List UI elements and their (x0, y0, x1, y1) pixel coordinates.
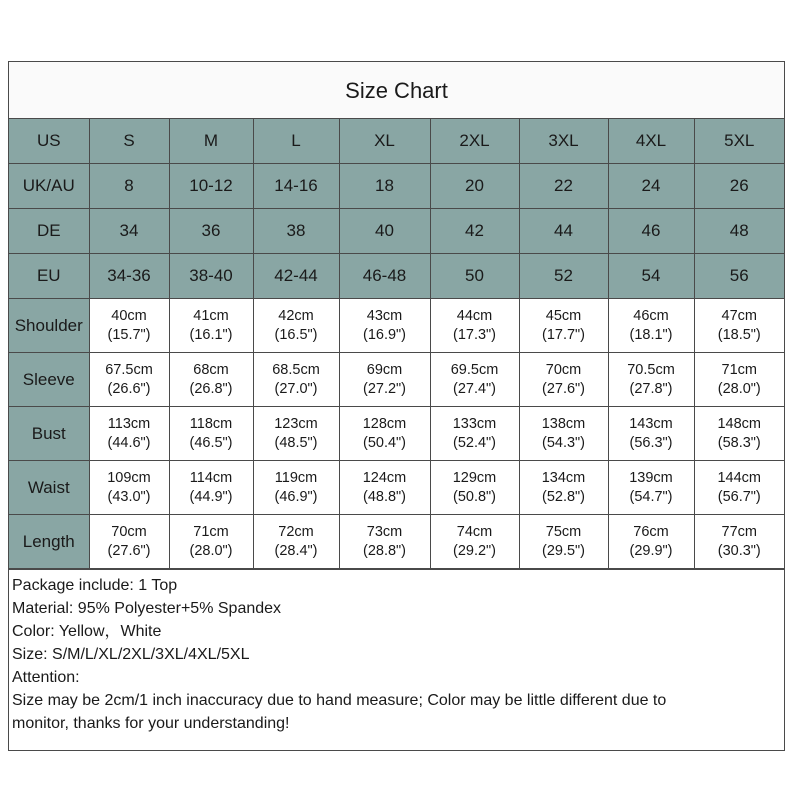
measure-cell (339, 515, 430, 569)
size-cell: 56 (694, 254, 784, 299)
row-label: US (9, 119, 89, 164)
inch-value: (27.6") (541, 380, 586, 397)
cm-value: 76cm (633, 523, 669, 540)
inch-value: (28.0") (189, 542, 233, 559)
inch-value: (54.7") (629, 488, 673, 505)
measure-cell (430, 299, 519, 353)
measure-cell (430, 407, 519, 461)
cm-value: 71cm (721, 361, 757, 378)
cm-value: 71cm (193, 523, 229, 540)
cm-value: 69.5cm (450, 361, 499, 378)
measure-cell (608, 299, 694, 353)
inch-value: (56.7") (717, 488, 761, 505)
inch-value: (46.5") (189, 434, 233, 451)
measure-cell (519, 407, 608, 461)
inch-value: (30.3") (717, 542, 761, 559)
measure-cell (519, 515, 608, 569)
measure-cell (89, 299, 169, 353)
cm-value: 139cm (629, 469, 673, 486)
measure-row-waist (9, 461, 784, 515)
cm-value: 70cm (545, 361, 582, 378)
size-cell: 18 (339, 164, 430, 209)
row-label: Sleeve (9, 353, 89, 407)
inch-value: (29.9") (629, 542, 673, 559)
inch-value: (43.0") (107, 488, 151, 505)
cm-value: 109cm (107, 469, 151, 486)
measure-cell (608, 461, 694, 515)
cm-value: 73cm (366, 523, 403, 540)
inch-value: (28.4") (274, 542, 318, 559)
cm-value: 41cm (193, 307, 229, 324)
cm-value: 118cm (189, 415, 233, 432)
size-cell: 46-48 (339, 254, 430, 299)
inch-value: (54.3") (541, 434, 586, 451)
measure-cell (169, 299, 253, 353)
cm-value: 45cm (545, 307, 582, 324)
size-cell: 3XL (519, 119, 608, 164)
size-cell: 34-36 (89, 254, 169, 299)
cm-value: 72cm (278, 523, 314, 540)
cm-value: 129cm (452, 469, 497, 486)
cm-value: 133cm (452, 415, 497, 432)
size-cell: 42-44 (253, 254, 339, 299)
size-cell: 46 (608, 209, 694, 254)
size-row-eu (9, 254, 784, 299)
size-cell: 26 (694, 164, 784, 209)
row-label: UK/AU (9, 164, 89, 209)
inch-value: (29.5") (541, 542, 586, 559)
inch-value: (18.5") (717, 326, 761, 343)
size-cell: 40 (339, 209, 430, 254)
note-line: Package include: 1 Top (12, 577, 178, 594)
cm-value: 119cm (274, 469, 318, 486)
measure-cell (430, 353, 519, 407)
inch-value: (28.8") (362, 542, 407, 559)
note-line: Size: S/M/L/XL/2XL/3XL/4XL/5XL (12, 646, 250, 663)
size-row-de (9, 209, 784, 254)
size-row-uk-au (9, 164, 784, 209)
size-cell: 48 (694, 209, 784, 254)
inch-value: (50.4") (362, 434, 407, 451)
measure-cell (608, 353, 694, 407)
measure-row-length (9, 515, 784, 569)
cm-value: 138cm (541, 415, 586, 432)
row-label: Length (9, 515, 89, 569)
inch-value: (17.3") (452, 326, 497, 343)
inch-value: (27.8") (629, 380, 673, 397)
measure-cell (519, 461, 608, 515)
size-cell: 44 (519, 209, 608, 254)
size-cell: XL (339, 119, 430, 164)
note-line: monitor, thanks for your understanding! (12, 715, 290, 732)
cm-value: 69cm (366, 361, 403, 378)
measure-cell (169, 515, 253, 569)
size-cell: 42 (430, 209, 519, 254)
cm-value: 70cm (111, 523, 147, 540)
measure-cell (89, 353, 169, 407)
cm-value: 134cm (541, 469, 586, 486)
size-cell: 36 (169, 209, 253, 254)
inch-value: (44.6") (107, 434, 151, 451)
inch-value: (15.7") (107, 326, 151, 343)
cm-value: 68cm (193, 361, 229, 378)
cm-value: 123cm (274, 415, 318, 432)
size-table (9, 119, 784, 569)
inch-value: (16.1") (189, 326, 233, 343)
measure-cell (519, 299, 608, 353)
row-label: EU (9, 254, 89, 299)
size-cell: 34 (89, 209, 169, 254)
cm-value: 114cm (189, 469, 233, 486)
cm-value: 144cm (717, 469, 762, 486)
measure-cell (339, 353, 430, 407)
size-row-us (9, 119, 784, 164)
cm-value: 113cm (107, 415, 151, 432)
measure-cell (253, 515, 339, 569)
measure-cell (430, 461, 519, 515)
inch-value: (18.1") (629, 326, 673, 343)
measure-cell (169, 461, 253, 515)
size-cell: 50 (430, 254, 519, 299)
size-cell: S (89, 119, 169, 164)
cm-value: 128cm (362, 415, 407, 432)
cm-value: 70.5cm (627, 361, 675, 378)
inch-value: (27.6") (107, 542, 151, 559)
inch-value: (27.2") (362, 380, 407, 397)
measure-row-sleeve (9, 353, 784, 407)
inch-value: (29.2") (452, 542, 497, 559)
inch-value: (27.4") (452, 380, 497, 397)
measure-cell (519, 353, 608, 407)
note-line: Color: Yellow，White (12, 623, 162, 640)
row-label: Waist (9, 461, 89, 515)
size-chart (8, 61, 785, 751)
measure-cell (694, 299, 784, 353)
cm-value: 46cm (633, 307, 669, 324)
size-cell: 2XL (430, 119, 519, 164)
size-cell: 14-16 (253, 164, 339, 209)
size-cell: L (253, 119, 339, 164)
inch-value: (48.5") (274, 434, 318, 451)
inch-value: (44.9") (189, 488, 233, 505)
cm-value: 75cm (545, 523, 582, 540)
cm-value: 148cm (717, 415, 762, 432)
row-label: Shoulder (9, 299, 89, 353)
cm-value: 124cm (362, 469, 407, 486)
measure-cell (253, 299, 339, 353)
measure-cell (89, 461, 169, 515)
measure-cell (694, 461, 784, 515)
inch-value: (17.7") (541, 326, 586, 343)
measure-cell (608, 407, 694, 461)
measure-cell (339, 461, 430, 515)
chart-title: Size Chart (9, 62, 784, 119)
cm-value: 44cm (456, 307, 493, 324)
measure-cell (694, 515, 784, 569)
note-line: Material: 95% Polyester+5% Spandex (12, 600, 282, 617)
inch-value: (26.6") (107, 380, 151, 397)
cm-value: 77cm (721, 523, 757, 540)
row-label: Bust (9, 407, 89, 461)
measure-cell (339, 299, 430, 353)
inch-value: (27.0") (274, 380, 318, 397)
measure-cell (608, 515, 694, 569)
inch-value: (52.4") (452, 434, 497, 451)
size-cell: 5XL (694, 119, 784, 164)
measure-cell (89, 407, 169, 461)
note-line: Size may be 2cm/1 inch inaccuracy due to hand measure; Color may be little different due to (12, 692, 667, 709)
measure-cell (169, 353, 253, 407)
cm-value: 143cm (629, 415, 673, 432)
measure-cell (694, 353, 784, 407)
size-cell: M (169, 119, 253, 164)
measure-cell (169, 407, 253, 461)
inch-value: (48.8") (362, 488, 407, 505)
size-cell: 10-12 (169, 164, 253, 209)
cm-value: 43cm (366, 307, 403, 324)
inch-value: (50.8") (452, 488, 497, 505)
row-label: DE (9, 209, 89, 254)
note-line: Attention: (12, 669, 80, 686)
size-cell: 38 (253, 209, 339, 254)
measure-cell (430, 515, 519, 569)
measure-cell (253, 353, 339, 407)
size-cell: 38-40 (169, 254, 253, 299)
size-cell: 52 (519, 254, 608, 299)
measure-cell (253, 461, 339, 515)
size-cell: 8 (89, 164, 169, 209)
size-cell: 4XL (608, 119, 694, 164)
size-cell: 54 (608, 254, 694, 299)
measure-cell (253, 407, 339, 461)
measure-cell (89, 515, 169, 569)
cm-value: 40cm (111, 307, 147, 324)
cm-value: 47cm (721, 307, 757, 324)
cm-value: 68.5cm (272, 361, 320, 378)
measure-cell (339, 407, 430, 461)
inch-value: (56.3") (629, 434, 673, 451)
measure-row-shoulder (9, 299, 784, 353)
inch-value: (16.9") (362, 326, 407, 343)
product-notes (9, 569, 784, 735)
size-cell: 22 (519, 164, 608, 209)
size-cell: 24 (608, 164, 694, 209)
cm-value: 74cm (456, 523, 493, 540)
inch-value: (52.8") (541, 488, 586, 505)
inch-value: (58.3") (717, 434, 761, 451)
size-cell: 20 (430, 164, 519, 209)
inch-value: (16.5") (274, 326, 318, 343)
inch-value: (28.0") (717, 380, 761, 397)
cm-value: 42cm (278, 307, 314, 324)
measure-row-bust (9, 407, 784, 461)
measure-cell (694, 407, 784, 461)
inch-value: (26.8") (189, 380, 233, 397)
cm-value: 67.5cm (105, 361, 153, 378)
inch-value: (46.9") (274, 488, 318, 505)
